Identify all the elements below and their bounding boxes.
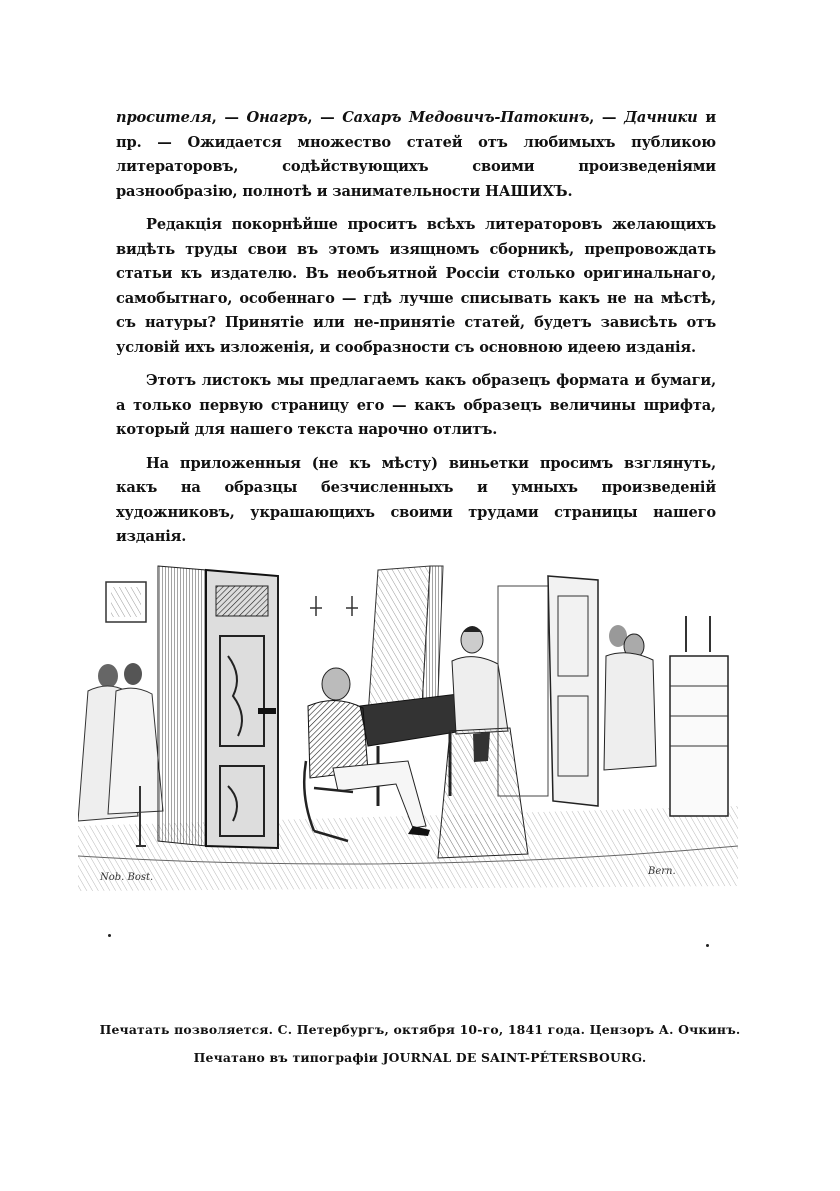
paragraph-4: На приложенныя (не къ мѣсту) виньетки просимъ взглянуть, какъ на образцы безчисленныхъ и умныхъ произведеній художниковъ, украшающихъ своими трудами страницы нашего изданія. [116, 454, 716, 545]
title-onagr: Онагръ [246, 109, 308, 126]
body-text [116, 106, 716, 559]
paragraph-1-text: и пр. — Ожидается множество статей отъ любимыхъ публикою литераторовъ, содѣйствующихъ своими произведеніями разнообразію, полнотѣ и занимательности НАШИХЪ. [116, 109, 716, 200]
artist-signature-left: Nob. Bost. [100, 872, 154, 883]
title-prositelya: просителя [116, 109, 212, 126]
separator: , — [307, 109, 343, 126]
title-dachniki: Дачники [624, 109, 698, 126]
separator: , — [211, 109, 247, 126]
speck [706, 944, 709, 947]
censor-approval-line: Печатать позволяется. С. Петербургъ, октября 10-го, 1841 года. Цензоръ А. Очкинъ. [99, 1022, 741, 1037]
paragraph-2: Редакція покорнѣйше проситъ всѣхъ литераторовъ желающихъ видѣть труды свои въ этомъ изящномъ сборникѣ, препровождать статьи къ издателю. Въ необъятной Россіи столько оригинальнаго, самобытнаго, особеннаго — гдѣ лучше списывать какъ не на мѣстѣ, съ натуры? Принятіе или не-принятіе статей, будетъ зависѣть отъ условій ихъ изложенія, и сообразности съ основною идеею изданія. [116, 216, 716, 356]
title-sakhar: Сахаръ Медовичъ-Патокинъ [342, 109, 590, 126]
speck [108, 934, 111, 937]
paragraph-3: Этотъ листокъ мы предлагаемъ какъ образецъ формата и бумаги, а только первую страницу его — какъ образецъ величины шрифта, который для нашего текста нарочно отлитъ. [116, 372, 716, 438]
artist-signature-right: Bern. [648, 866, 676, 877]
paragraph-1 [116, 106, 716, 204]
printer-line: Печатано въ типографіи JOURNAL DE SAINT-PÉTERSBOURG. [193, 1050, 647, 1065]
engraving-drawing [78, 556, 738, 896]
separator: , — [589, 109, 625, 126]
vignette-illustration [78, 556, 738, 896]
